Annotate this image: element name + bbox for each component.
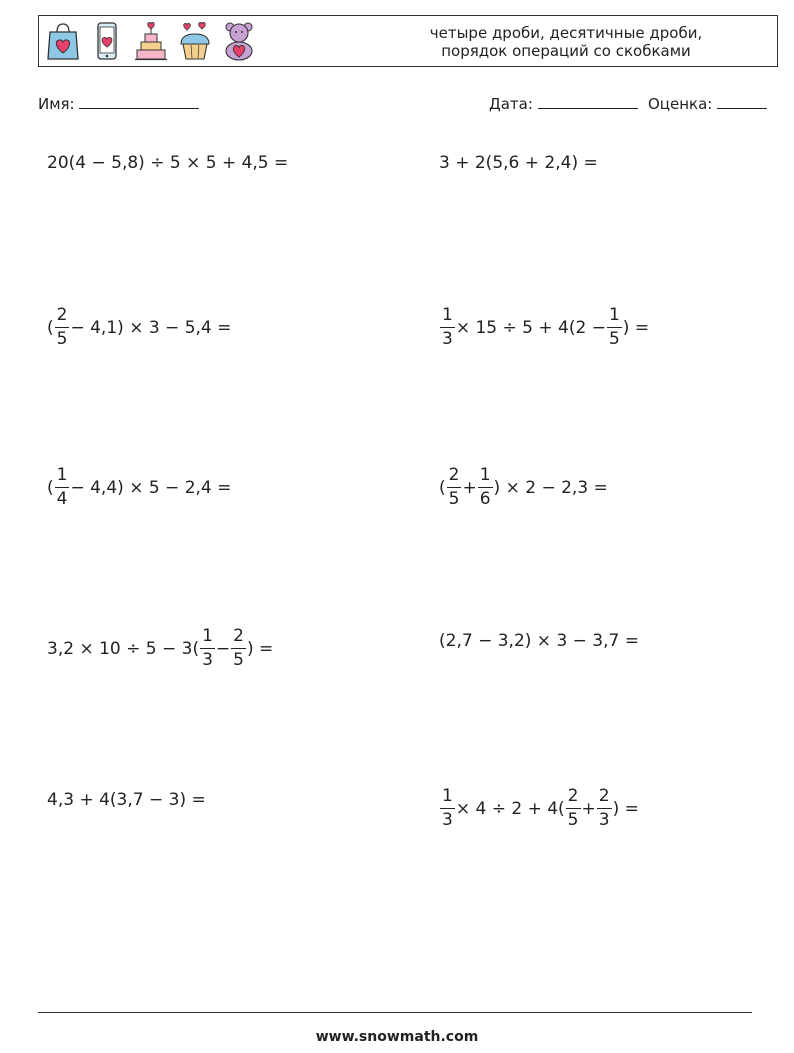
name-blank[interactable] xyxy=(79,94,199,109)
denominator: 6 xyxy=(479,489,491,509)
fraction xyxy=(597,788,612,829)
fraction xyxy=(566,788,581,829)
problem-6 xyxy=(439,467,608,508)
numerator: 1 xyxy=(607,307,622,328)
fraction xyxy=(55,467,70,508)
denominator: 5 xyxy=(567,810,579,830)
numerator: 1 xyxy=(440,788,455,809)
expression-text: (2,7 − 3,2) × 3 − 3,7 = xyxy=(439,631,639,651)
problem-4 xyxy=(439,307,649,348)
expression-text: − 4,1) × 3 − 5,4 = xyxy=(70,317,232,338)
fraction xyxy=(607,307,622,348)
icon-row xyxy=(45,20,257,62)
numerator: 2 xyxy=(447,467,462,488)
expression-text: ) = xyxy=(247,638,274,659)
expression-text: ) × 2 − 2,3 = xyxy=(493,477,608,498)
name-label: Имя: xyxy=(38,95,75,113)
shopping-bag-heart-icon xyxy=(45,20,81,62)
worksheet-header xyxy=(38,15,778,67)
problem-10 xyxy=(439,788,639,829)
title-line-2: порядок операций со скобками xyxy=(441,42,691,60)
expression-text: 20(4 − 5,8) ÷ 5 × 5 + 4,5 = xyxy=(47,153,289,173)
fraction xyxy=(231,628,246,669)
numerator: 1 xyxy=(440,307,455,328)
numerator: 1 xyxy=(200,628,215,649)
expression-text: ) = xyxy=(612,798,639,819)
fraction xyxy=(440,307,455,348)
expression-text: ( xyxy=(47,477,54,498)
footer-site: www.snowmath.com xyxy=(315,1029,479,1045)
numerator: 2 xyxy=(597,788,612,809)
expression-text: × 4 ÷ 2 + 4( xyxy=(455,798,565,819)
problem-3 xyxy=(47,307,231,348)
denominator: 3 xyxy=(442,329,453,349)
teddy-bear-icon xyxy=(221,20,257,62)
problem-2 xyxy=(439,153,598,173)
title-line-1: четыре дроби, десятичные дроби, xyxy=(429,24,703,42)
expression-text: 4,3 + 4(3,7 − 3) = xyxy=(47,790,206,810)
footer-divider xyxy=(38,1012,752,1013)
cake-icon xyxy=(133,20,169,62)
phone-heart-icon xyxy=(89,20,125,62)
denominator: 5 xyxy=(233,650,244,670)
denominator: 5 xyxy=(608,329,620,349)
fraction xyxy=(478,467,493,508)
denominator: 3 xyxy=(202,650,213,670)
problem-7 xyxy=(47,628,273,669)
expression-text: − xyxy=(215,638,231,659)
numerator: 2 xyxy=(55,307,70,328)
problem-9 xyxy=(47,790,206,810)
expression-text: − 4,4) × 5 − 2,4 = xyxy=(70,477,232,498)
worksheet-title xyxy=(401,24,731,60)
expression-text: + xyxy=(581,798,596,819)
expression-text: ( xyxy=(47,317,54,338)
fraction xyxy=(447,467,462,508)
denominator: 5 xyxy=(448,489,460,509)
date-blank[interactable] xyxy=(538,94,638,109)
fraction xyxy=(55,307,70,348)
denominator: 3 xyxy=(598,810,610,830)
expression-text: + xyxy=(462,477,477,498)
problem-1 xyxy=(47,153,288,173)
grade-blank[interactable] xyxy=(717,94,767,109)
denominator: 5 xyxy=(56,329,68,349)
expression-text: ( xyxy=(439,477,446,498)
date-label: Дата: xyxy=(489,95,533,113)
problem-5 xyxy=(47,467,231,508)
name-field xyxy=(38,94,199,113)
fraction xyxy=(200,628,215,669)
numerator: 2 xyxy=(231,628,246,649)
grade-label: Оценка: xyxy=(648,95,713,113)
numerator: 1 xyxy=(55,467,70,488)
fraction xyxy=(440,788,455,829)
denominator: 3 xyxy=(442,810,453,830)
date-field xyxy=(489,94,638,113)
numerator: 2 xyxy=(566,788,581,809)
expression-text: 3,2 × 10 ÷ 5 − 3( xyxy=(47,638,200,659)
expression-text: × 15 ÷ 5 + 4(2 − xyxy=(455,317,606,338)
expression-text: 3 + 2(5,6 + 2,4) = xyxy=(439,153,598,173)
grade-field xyxy=(648,94,767,113)
denominator: 4 xyxy=(56,489,68,509)
numerator: 1 xyxy=(478,467,493,488)
expression-text: ) = xyxy=(622,317,650,338)
problem-8 xyxy=(439,631,639,651)
cupcake-icon xyxy=(177,20,213,62)
